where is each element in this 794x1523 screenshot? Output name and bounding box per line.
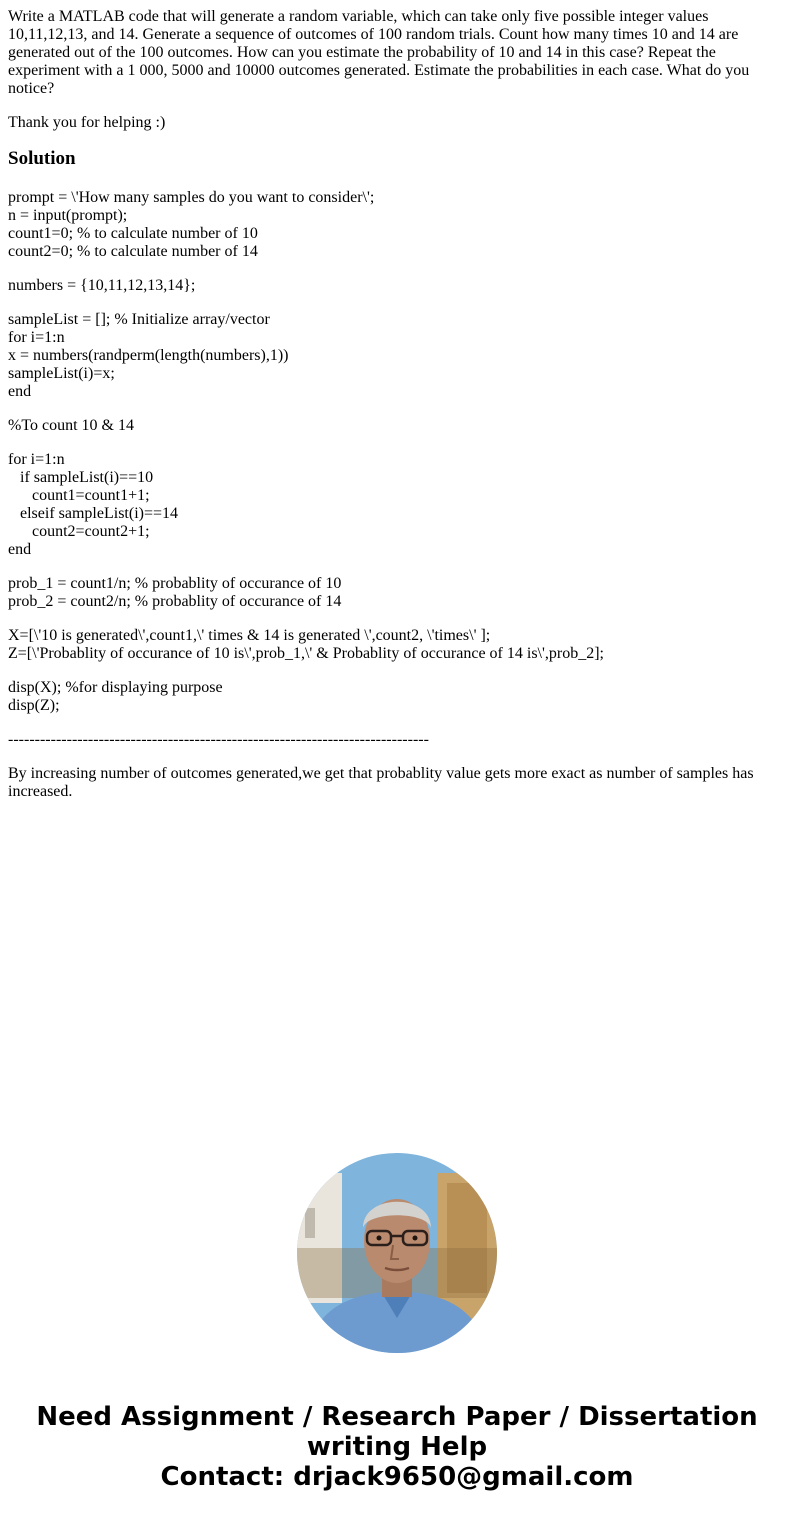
code-line: count1=count1+1;: [32, 487, 150, 504]
code-block-sampling: [8, 311, 778, 401]
footer-contact: Contact: drjack9650@gmail.com: [160, 1462, 634, 1492]
code-line: n = input(prompt);: [8, 207, 128, 224]
code-line: X=[\'10 is generated\',count1,\' times & 14 is generated \',count2, \'times\' ];: [8, 627, 491, 644]
code-line: disp(X); %for displaying purpose: [8, 679, 223, 696]
code-comment: [8, 417, 778, 435]
author-avatar: [297, 1153, 497, 1353]
code-line: disp(Z);: [8, 697, 60, 714]
code-line: numbers = {10,11,12,13,14};: [8, 277, 196, 294]
code-line: for i=1:n: [8, 451, 65, 468]
code-line: sampleList(i)=x;: [8, 365, 115, 382]
thanks-text: Thank you for helping :): [8, 114, 166, 131]
code-line: x = numbers(randperm(length(numbers),1)): [8, 347, 289, 364]
code-block-inputs: [8, 189, 778, 261]
code-line: count2=0; % to calculate number of 14: [8, 243, 258, 260]
code-line: if sampleList(i)==10: [20, 469, 154, 486]
code-line: count1=0; % to calculate number of 10: [8, 225, 258, 242]
conclusion-text: By increasing number of outcomes generated,we get that probablity value gets more exact as number of samples has increased.: [8, 765, 754, 800]
footer-line-1: Need Assignment / Research Paper / Dissertation: [36, 1402, 758, 1432]
question-text: Write a MATLAB code that will generate a random variable, which can take only five possible integer values 10,11,12,13, and 14. Generate a sequence of outcomes of 100 random trials. Count how many times 10 and 14 are generated out of the 100 outcomes. How can you estimate the probability of 10 and 14 in this case? Repeat the experiment with a 1 000, 5000 and 10000 outcomes generated. Estimate the probabilities in each case. What do you notice?: [8, 8, 750, 97]
code-line: prob_1 = count1/n; % probablity of occurance of 10: [8, 575, 342, 592]
code-block-output-strings: [8, 627, 778, 663]
code-line: prompt = \'How many samples do you want to consider\';: [8, 189, 375, 206]
code-block-counting: [8, 451, 778, 559]
code-line: prob_2 = count2/n; % probablity of occurance of 14: [8, 593, 342, 610]
code-block-display: [8, 679, 778, 715]
divider-line: -------------------------------------------------------------------------------: [8, 731, 429, 748]
footer-line-2: writing Help: [306, 1432, 488, 1462]
code-line: count2=count2+1;: [32, 523, 150, 540]
page-content: [8, 8, 778, 817]
code-block-probability: [8, 575, 778, 611]
code-line: end: [8, 383, 32, 400]
code-line: elseif sampleList(i)==14: [20, 505, 179, 522]
avatar-portrait: [297, 1153, 497, 1353]
footer-banner: [0, 1402, 794, 1492]
code-line: Z=[\'Probablity of occurance of 10 is\',prob_1,\' & Probablity of occurance of 14 is\',prob_2];: [8, 645, 604, 662]
code-line: %To count 10 & 14: [8, 417, 134, 434]
code-line: end: [8, 541, 32, 558]
code-line: sampleList = []; % Initialize array/vector: [8, 311, 270, 328]
solution-heading: Solution: [8, 148, 76, 169]
code-block-numbers: [8, 277, 778, 295]
code-line: for i=1:n: [8, 329, 65, 346]
